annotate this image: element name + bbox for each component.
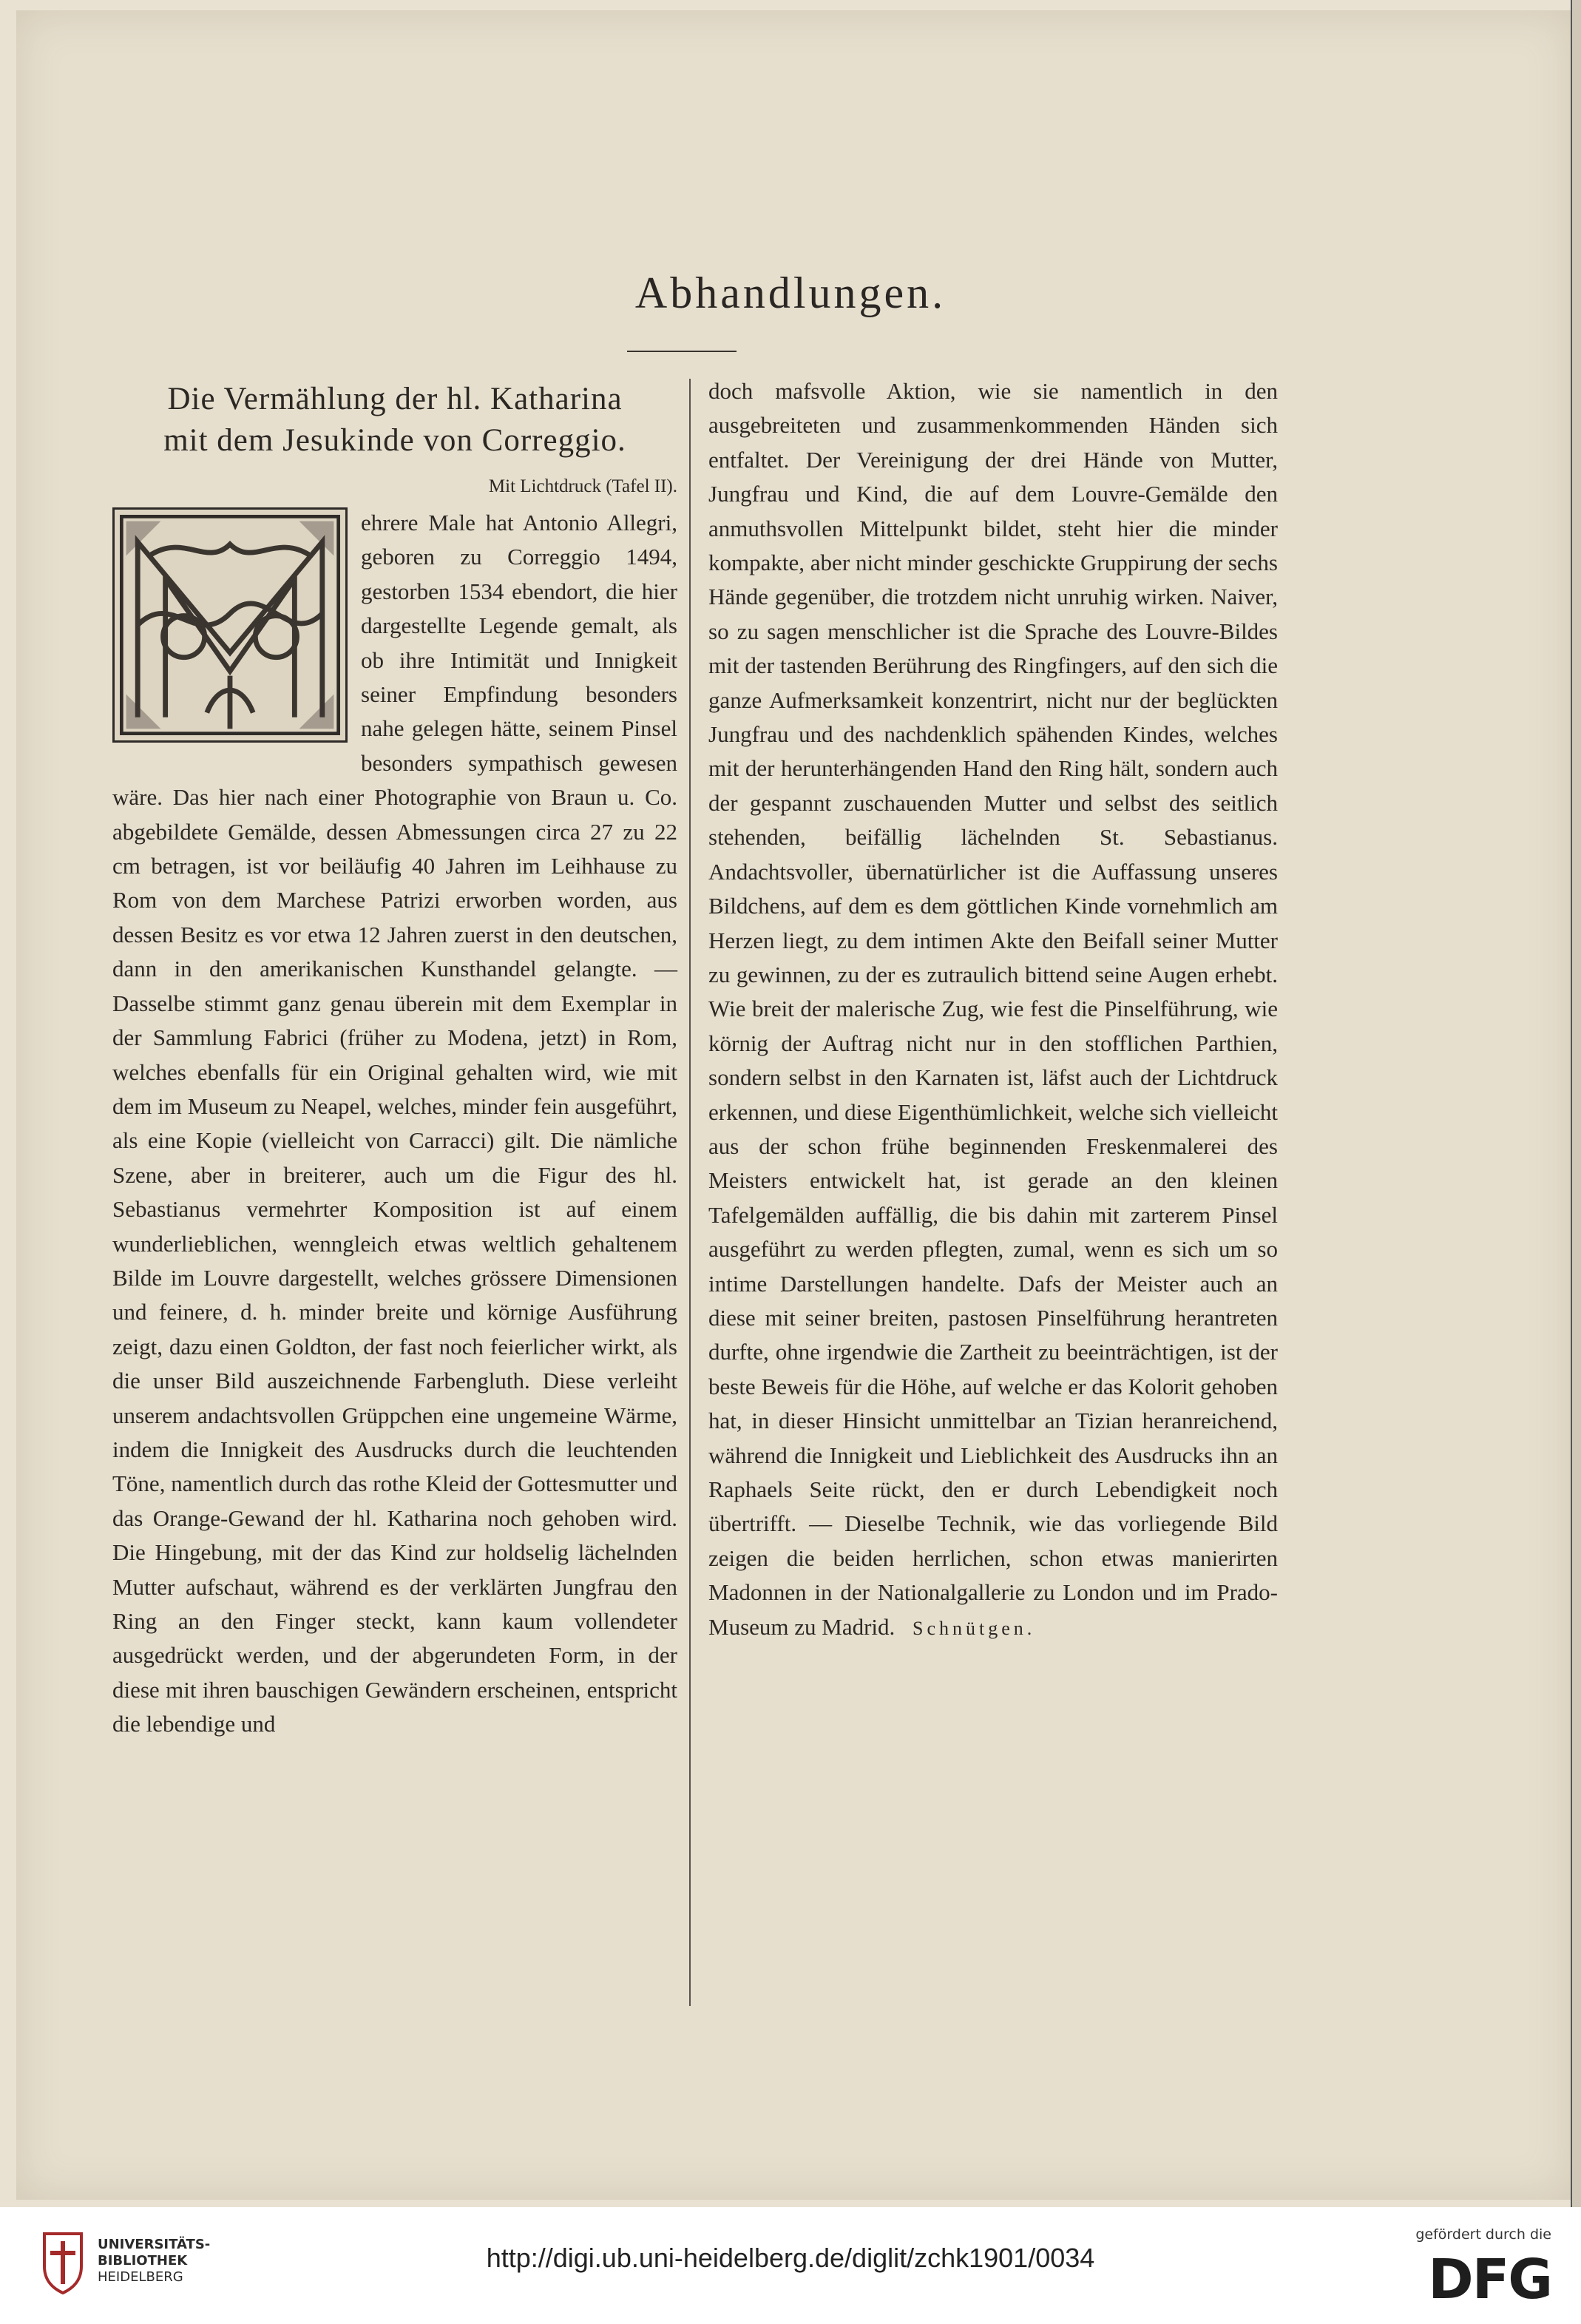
article-title-line-2: mit dem Jesukinde von Correggio. xyxy=(163,423,626,458)
left-column xyxy=(112,374,677,1742)
article-subtitle: Mit Lichtdruck (Tafel II). xyxy=(488,476,677,496)
column-divider xyxy=(689,379,691,2006)
left-column-text: ehrere Male hat Antonio Allegri, geboren zu Correggio 1494, gestorben 1534 ebendort, die hier dargestellte Legende gemalt, als ob ihre Intimität und Innigkeit seiner Empfindung besonders nahe gelegen hätte, seinem Pinsel besonders sympathisch gewesen wäre. Das hier nach einer Photographie von Braun u. Co. abgebildete Gemälde, dessen Abmessungen circa 27 zu 22 cm betragen, ist vor beiläufig 40 Jahren im Leihhause zu Rom von dem Marchese Patrizi erworben worden, aus dessen Besitz es vor etwa 12 Jahren zuerst in den deutschen, dann in den amerikanischen Kunsthandel gelangte. — Dasselbe stimmt ganz genau überein mit dem Exemplar in der Sammlung Fabrici (früher zu Modena, jetzt) in Rom, welches ebenfalls für ein Original gehalten wird, wie mit dem im Museum zu Neapel, welches, minder fein ausgeführt, als eine Kopie (vielleicht von Carracci) gilt. Die nämliche Szene, aber in breiterer, auch um die Figur des hl. Sebastianus vermehrter Komposition ist auf einem wunderlieblichen, wenngleich etwas weltlich gehaltenem Bilde im Louvre dargestellt, welches grössere Dimensionen und feinere, d. h. minder breite und körnige Ausführung zeigt, dazu einen Goldton, der fast noch feierlicher wirkt, als die unser Bild auszeichnende Farbengluth. Diese verleiht unserem andachtsvollen Grüppchen eine ungemeine Wärme, indem die Innigkeit des Ausdrucks durch die leuchtenden Töne, namentlich durch das rothe Kleid der Gottesmutter und das Orange-Gewand der hl. Katharina noch gehoben wird. Die Hingebung, mit der das Kind zur holdselig lächelnden Mutter aufschaut, während es der verklärten Jungfrau den Ring an den Finger steckt, kann kaum vollendeter ausgedrückt werden, und der abgerundeten Form, in der diese mit ihren bauschigen Gewändern erscheinen, entspricht die lebendige und xyxy=(112,510,677,1737)
heading-rule xyxy=(627,351,737,352)
author-signature: Schnütgen. xyxy=(913,1617,1036,1639)
decorated-initial-m-icon xyxy=(112,507,348,743)
article-title xyxy=(112,379,677,462)
dfg-logo: DFG xyxy=(1428,2248,1551,2311)
permalink-url[interactable]: http://digi.ub.uni-heidelberg.de/diglit/zchk1901/0034 xyxy=(486,2243,1095,2273)
section-heading: Abhandlungen. xyxy=(634,268,947,317)
funding-label: gefördert durch die xyxy=(1415,2226,1551,2243)
library-name-line-2: BIBLIOTHEK xyxy=(98,2253,188,2269)
article-title-line-1: Die Vermählung der hl. Katharina xyxy=(167,382,623,416)
scan-edge xyxy=(1571,0,1581,2207)
footer-bar xyxy=(0,2207,1581,2324)
ornament-icon xyxy=(115,510,345,740)
right-column-body: doch mafsvolle Aktion, wie sie namentlich in den ausgebreiteten und zusammenkommenden Händen sich entfaltet. Der Vereinigung der drei Hände von Mutter, Jungfrau und Kind, die auf dem Louvre-Gemälde den anmuthsvollen Mittelpunkt bildet, steht hier die minder kompakte, aber nicht minder geschickte Gruppirung der sechs Hände gegenüber, die trotzdem nicht unruhig wirken. Naiver, so zu sagen menschlicher ist die Sprache des Louvre-Bildes mit der tastenden Berührung des Ringfingers, auf den sich die ganze Aufmerksamkeit konzentrirt, nicht nur der beglückten Jungfrau und des nachdenklich spähenden Kindes, welches mit der herunterhängenden Hand den Ring hält, sondern auch der gespannt zuschauenden Mutter und selbst des seitlich stehenden, beifällig lächelnden St. Sebastianus. Andachtsvoller, übernatürlicher ist die Auffassung unseres Bildchens, auf dem es dem göttlichen Kinde vornehmlich am Herzen liegt, zu dem intimen Akte den Beifall seiner Mutter zu gewinnen, zu der es zutraulich bittend seine Augen erhebt. Wie breit der malerische Zug, wie fest die Pinselführung, wie körnig der Auftrag nicht nur in den stofflichen Parthien, sondern selbst in den Karnaten ist, läfst auch der Lichtdruck erkennen, und diese Eigenthümlichkeit, welche sich vielleicht aus der schon frühe beginnenden Freskenmalerei des Meisters entwickelt hat, ist gerade an den kleinen Tafelgemälden auffällig, die bis dahin mit zarterem Pinsel ausgeführt zu werden pflegten, zumal, wenn es sich um so intime Darstellungen handelte. Dafs der Meister auch an diese mit seiner breiten, pastosen Pinselführung herantreten durfte, ohne irgendwie die Zartheit zu beeinträchtigen, ist der beste Beweis für die Höhe, auf welche er das Kolorit gehoben hat, in dieser Hinsicht unmittelbar an Tizian heranreichend, während die Innigkeit und Lieblichkeit des Ausdrucks ihn an Raphaels Seite rückt, den er durch Lebendigkeit noch übertrifft. — Dieselbe Technik, wie das vorliegende Bild zeigen die beiden herrlichen, schon etwas manierirten Madonnen in der Nationalgallerie zu London und im Prado-Museum zu Madrid. xyxy=(708,378,1278,1640)
library-name-line-1: UNIVERSITÄTS- xyxy=(98,2237,211,2252)
right-column-text xyxy=(708,374,1278,1646)
right-column xyxy=(708,374,1278,1646)
library-name-line-3: HEIDELBERG xyxy=(98,2269,183,2285)
